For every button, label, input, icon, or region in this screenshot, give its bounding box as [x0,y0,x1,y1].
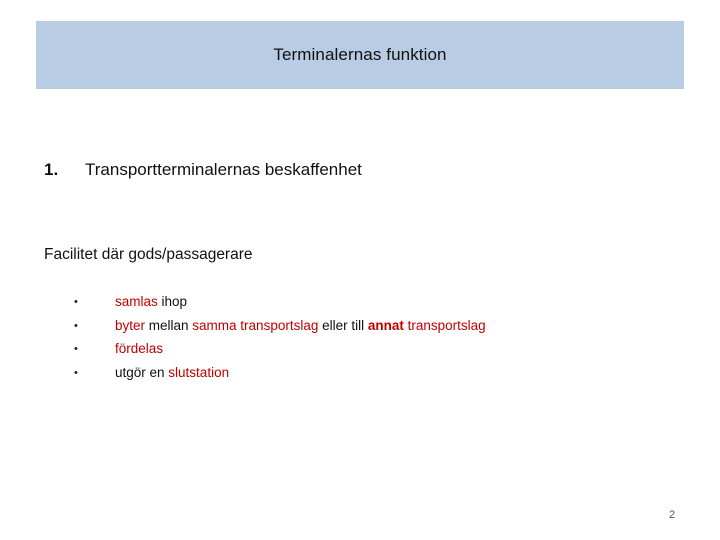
emphasis-text: byter [115,317,146,333]
plain-text: utgör en [115,364,169,380]
emphasis-bold-text: annat [367,317,404,333]
emphasis-text: slutstation [168,364,230,380]
page-number: 2 [669,509,676,521]
emphasis-text: fördelas [115,341,164,356]
bullet-text [115,292,187,312]
emphasis-text: transportslag [403,317,486,333]
bullet-icon: • [74,366,78,379]
heading-text: Transportterminalernas beskaffenhet [85,160,362,179]
bullet-icon: • [74,296,78,308]
plain-text: mellan [145,317,193,333]
bullet-text [115,339,163,359]
bullet-text [115,363,229,383]
bullet-icon: • [74,319,78,332]
intro-text: Facilitet där gods/passagerare [44,246,253,263]
emphasis-text: samlas [115,294,158,309]
plain-text: ihop [157,294,188,309]
bullet-text [115,316,486,336]
emphasis-text: samma transportslag [192,317,319,333]
bullet-icon: • [74,343,78,355]
slide-title: Terminalernas funktion [273,45,447,64]
plain-text: eller till [318,317,368,333]
title-bar [36,21,684,89]
heading-number: 1. [44,160,59,179]
